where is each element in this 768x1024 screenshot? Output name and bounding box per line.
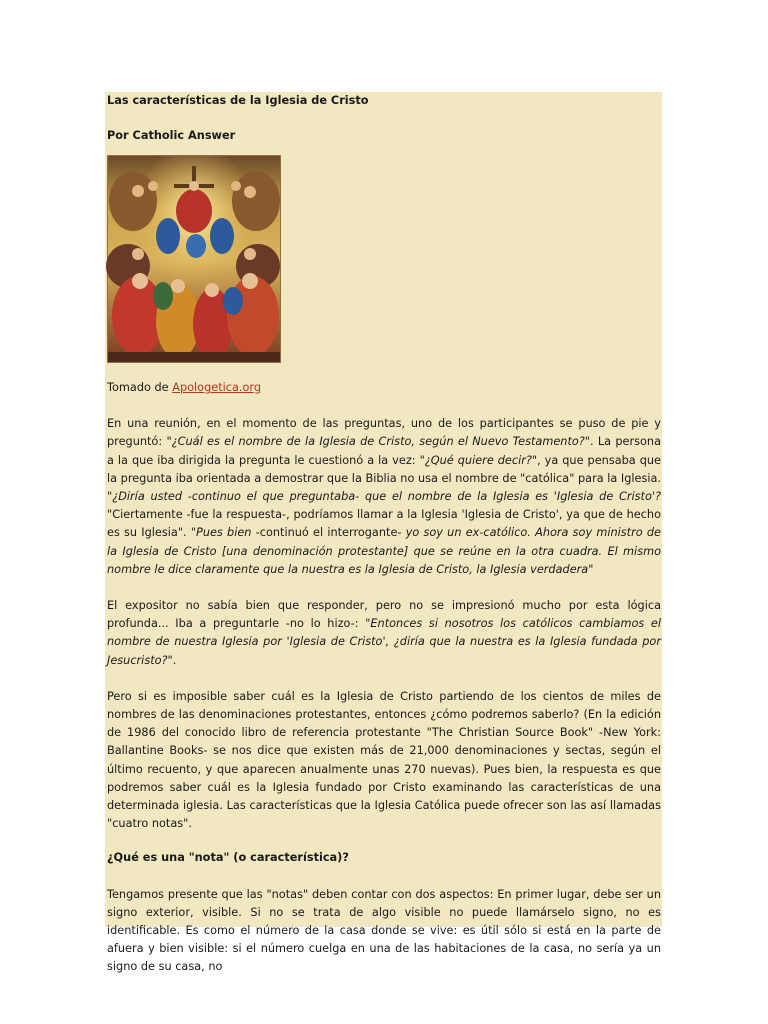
p2-text-c: .	[172, 653, 177, 667]
religious-painting-image	[107, 155, 281, 363]
p1-text-i: -continuó el interrogante-	[251, 526, 406, 540]
p1-quote-j: yo soy un ex-católico. Ahora soy ministro de la Iglesia de Cristo [una denominación protestante] que se reúne en la otra cuadra. El mismo nombre le dice claramente que la nuestra es la Iglesia de Cristo, la Iglesia verdadera	[107, 526, 661, 576]
source-link[interactable]: Apologetica.org	[172, 381, 262, 394]
p1-text-a: En una reunión, en el momento de las preguntas, uno de los participantes se puso de pie y preguntó:	[107, 417, 661, 449]
paragraph-1	[107, 415, 661, 579]
article-body	[105, 92, 662, 977]
p1-text-c: . La persona a la que iba dirigida la pregunta le cuestionó a la vez:	[107, 435, 662, 467]
p2-quote-b: "Entonces si nosotros los católicos cambiamos el nombre de nuestra Iglesia por 'Iglesia de Cristo', ¿diría que la nuestra es la Iglesia fundada por Jesucristo?"	[107, 617, 662, 667]
paragraph-2	[107, 597, 661, 670]
paragraph-3: Pero si es imposible saber cuál es la Iglesia de Cristo partiendo de los cientos de miles de nombres de las denominaciones protestantes, entonces ¿cómo podremos saberlo? (En la edición de 1986 del conocido libro de referencia protestante "The Christian Source Book" -New York: Ballantine Books- se nos dice que existen más de 21,000 denominaciones y sectas, según el último recuento, y que aparecen anualmente unas 270 nuevas). Pues bien, la respuesta es que podremos saber cuál es la Iglesia fundado por Cristo examinando las características de una determinada iglesia. Las características que la Iglesia Católica puede ofrecer son las así llamadas "cuatro notas".	[107, 689, 661, 831]
article-author: Por Catholic Answer	[107, 129, 236, 142]
paragraph-4: Tengamos presente que las "notas" deben contar con dos aspectos: En primer lugar, debe ser un signo exterior, visible. Si no se trata de algo visible no puede llamárselo signo, no es identificable. Es como el número de la casa donde se vive: es útil sólo si está en la parte de afuera y bien visible: si el número cuelga en una de las habitaciones de la casa, no sería ya un signo de su casa, no	[107, 887, 661, 974]
document-page	[105, 92, 662, 974]
p1-text-e: , ya que pensaba que la pregunta iba orientada a demostrar que la Biblia no usa el nombre de "católica" para la Iglesia.	[107, 453, 662, 485]
p1-quote-h: Pues bien	[196, 526, 252, 540]
subheading: ¿Qué es una "nota" (o característica)?	[107, 851, 349, 865]
p1-quote-b: "¿Cuál es el nombre de la Iglesia de Cristo, según el Nuevo Testamento?"	[166, 435, 591, 449]
p1-quote-d: "¿Qué quiere decir?"	[419, 453, 538, 467]
article-title: Las características de la Iglesia de Cristo	[107, 94, 369, 107]
source-line	[107, 379, 661, 397]
source-prefix: Tomado de	[107, 381, 173, 394]
p1-text-g: "Ciertamente -fue la respuesta-, podríamos llamar a la Iglesia 'Iglesia de Cristo', ya que de hecho es su Iglesia". "	[107, 508, 661, 540]
p1-text-k: "	[588, 562, 594, 576]
p2-text-a: El expositor no sabía bien que responder, pero no se impresionó mucho por esta lógica profunda... Iba a preguntarle -no lo hizo-:	[107, 599, 661, 631]
p1-quote-f: "¿Diría usted -continuo el que preguntaba- que el nombre de la Iglesia es 'Iglesia de Cristo'?	[107, 490, 661, 504]
